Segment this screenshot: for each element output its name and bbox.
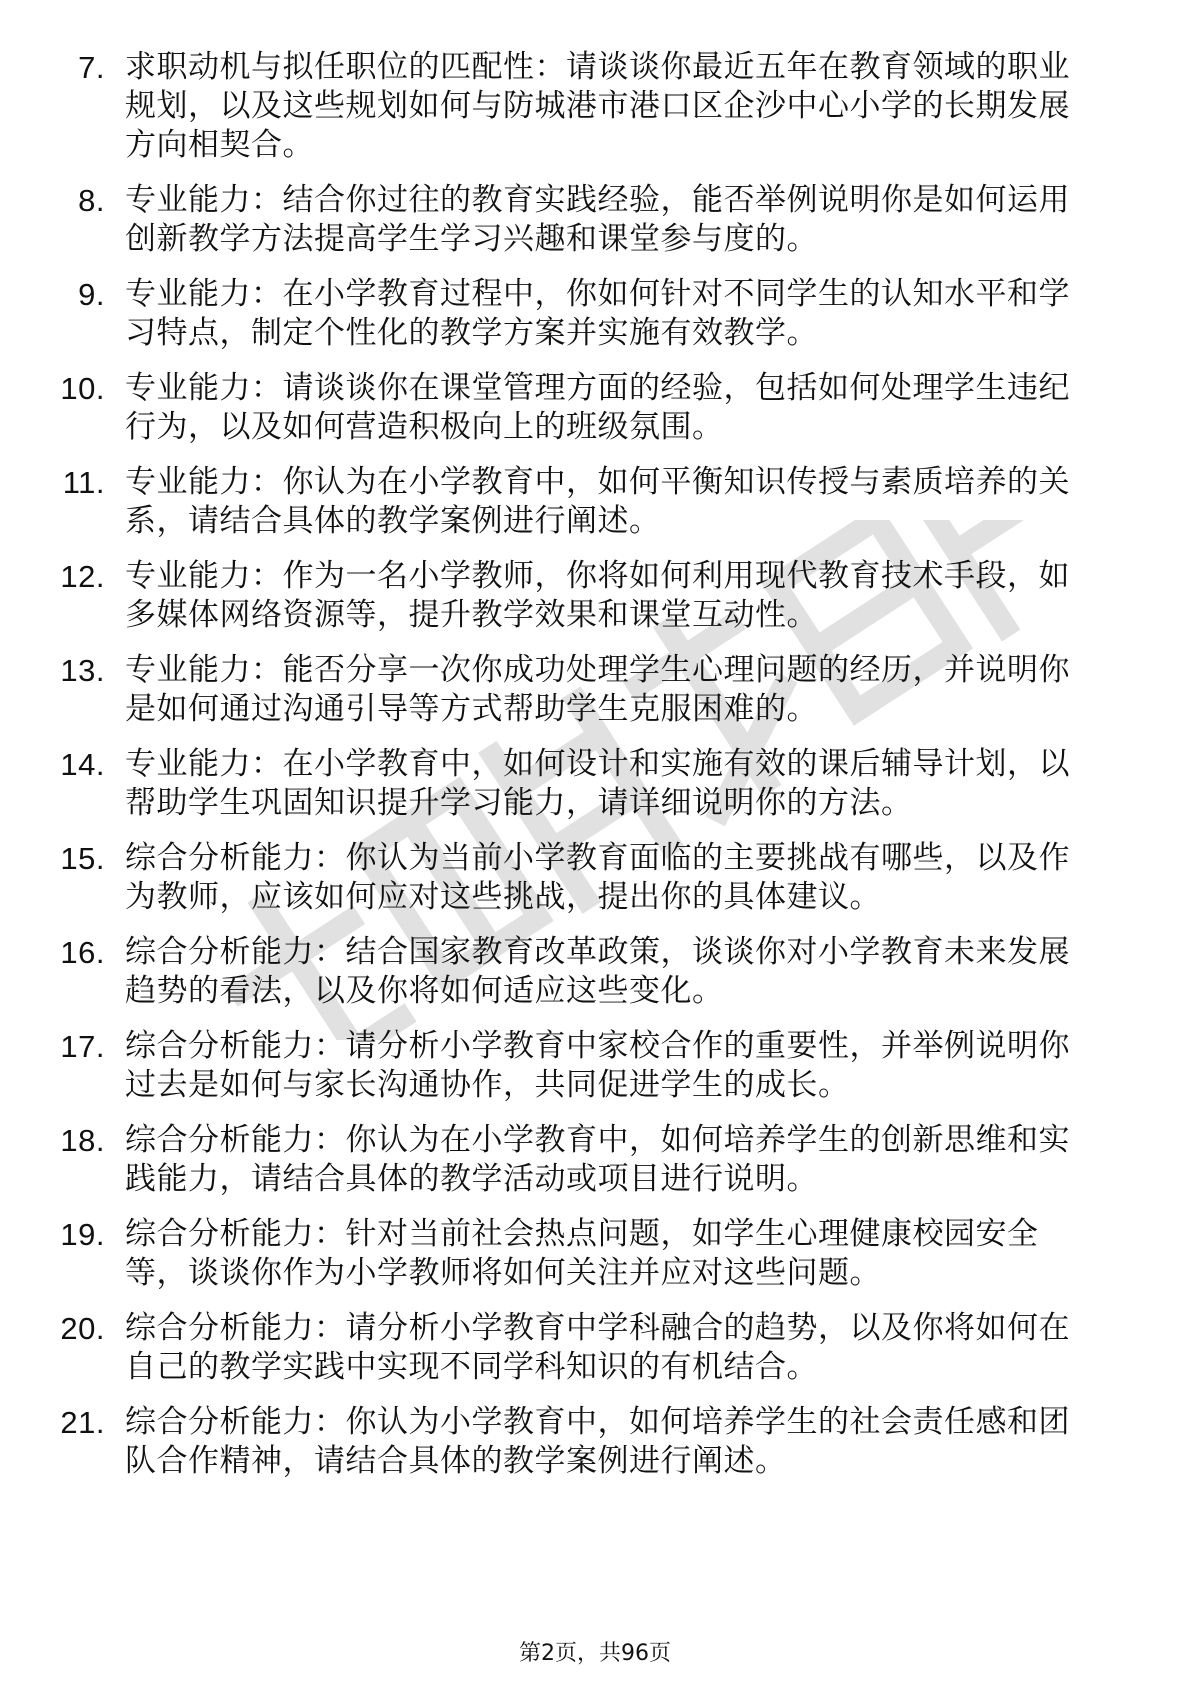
question-item <box>0 839 1190 917</box>
question-item <box>0 181 1190 259</box>
question-item <box>0 275 1190 353</box>
question-item <box>0 557 1190 635</box>
question-list <box>0 48 1190 1497</box>
question-number: 19. <box>60 1217 105 1252</box>
question-item <box>0 651 1190 729</box>
question-item <box>0 463 1190 541</box>
question-text: 专业能力：在小学教育中，如何设计和实施有效的课后辅导计划，以帮助学生巩固知识提升学习能力，请详细说明你的方法。 <box>125 746 1070 821</box>
question-text: 综合分析能力：请分析小学教育中家校合作的重要性，并举例说明你过去是如何与家长沟通协作，共同促进学生的成长。 <box>125 1028 1070 1103</box>
question-number: 16. <box>60 935 105 970</box>
question-item <box>0 48 1190 165</box>
question-text: 专业能力：结合你过往的教育实践经验，能否举例说明你是如何运用创新教学方法提高学生学习兴趣和课堂参与度的。 <box>125 182 1070 257</box>
question-number: 12. <box>60 559 105 594</box>
question-item <box>0 933 1190 1011</box>
question-text: 综合分析能力：请分析小学教育中学科融合的趋势，以及你将如何在自己的教学实践中实现不同学科知识的有机结合。 <box>125 1310 1070 1385</box>
question-item <box>0 1215 1190 1293</box>
question-number: 20. <box>60 1311 105 1346</box>
question-number: 17. <box>60 1029 105 1064</box>
question-number: 7. <box>78 50 105 85</box>
page-footer: 第2页，共96页 <box>519 1641 671 1666</box>
question-item <box>0 745 1190 823</box>
question-number: 21. <box>60 1405 105 1440</box>
question-item <box>0 1027 1190 1105</box>
question-text: 综合分析能力：你认为在小学教育中，如何培养学生的创新思维和实践能力，请结合具体的教学活动或项目进行说明。 <box>125 1122 1070 1197</box>
question-number: 18. <box>60 1123 105 1158</box>
question-item <box>0 369 1190 447</box>
question-number: 11. <box>62 465 105 500</box>
question-number: 14. <box>60 747 105 782</box>
question-text: 专业能力：你认为在小学教育中，如何平衡知识传授与素质培养的关系，请结合具体的教学案例进行阐述。 <box>125 464 1070 539</box>
question-number: 9. <box>78 277 105 312</box>
question-item <box>0 1309 1190 1387</box>
question-text: 专业能力：请谈谈你在课堂管理方面的经验，包括如何处理学生违纪行为，以及如何营造积极向上的班级氛围。 <box>125 370 1070 445</box>
question-text: 综合分析能力：针对当前社会热点问题，如学生心理健康校园安全等，谈谈你作为小学教师将如何关注并应对这些问题。 <box>125 1216 1039 1291</box>
question-item <box>0 1403 1190 1481</box>
question-text: 专业能力：作为一名小学教师，你将如何利用现代教育技术手段，如多媒体网络资源等，提升教学效果和课堂互动性。 <box>125 558 1070 633</box>
question-text: 专业能力：能否分享一次你成功处理学生心理问题的经历，并说明你是如何通过沟通引导等方式帮助学生克服困难的。 <box>125 652 1070 727</box>
question-number: 15. <box>60 841 105 876</box>
question-text: 专业能力：在小学教育过程中，你如何针对不同学生的认知水平和学习特点，制定个性化的教学方案并实施有效教学。 <box>125 276 1070 351</box>
question-text: 求职动机与拟任职位的匹配性：请谈谈你最近五年在教育领域的职业规划，以及这些规划如何与防城港市港口区企沙中心小学的长期发展方向相契合。 <box>125 49 1070 163</box>
question-text: 综合分析能力：你认为小学教育中，如何培养学生的社会责任感和团队合作精神，请结合具体的教学案例进行阐述。 <box>125 1404 1070 1479</box>
question-text: 综合分析能力：结合国家教育改革政策，谈谈你对小学教育未来发展趋势的看法，以及你将如何适应这些变化。 <box>125 934 1070 1009</box>
question-item <box>0 1121 1190 1199</box>
question-number: 10. <box>60 371 105 406</box>
question-number: 8. <box>78 183 105 218</box>
question-number: 13. <box>60 653 105 688</box>
question-text: 综合分析能力：你认为当前小学教育面临的主要挑战有哪些，以及作为教师，应该如何应对这些挑战，提出你的具体建议。 <box>125 840 1070 915</box>
